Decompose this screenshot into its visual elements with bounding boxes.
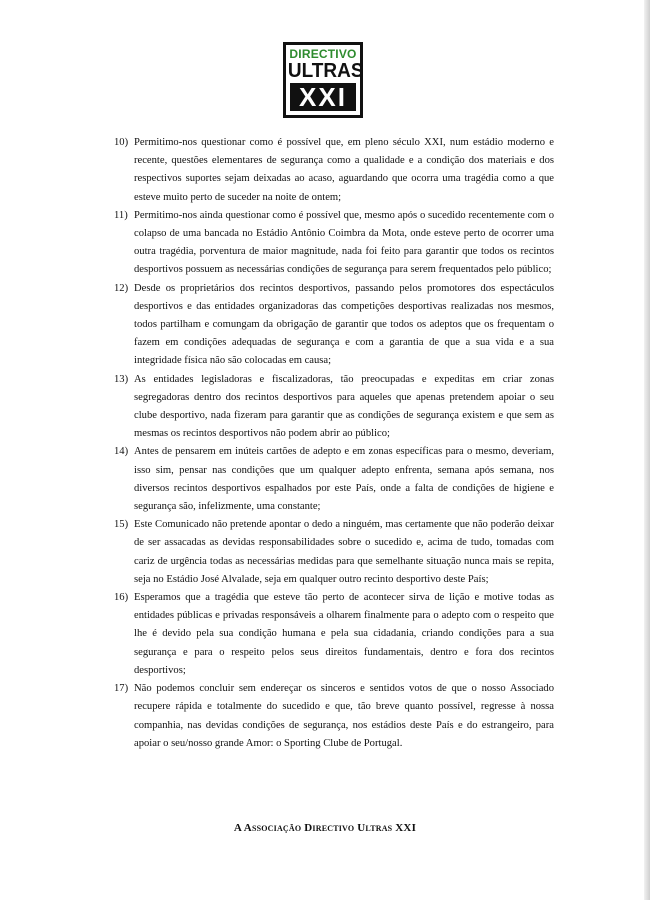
item-text: Permitimo-nos questionar como é possível que, em pleno século XXI, num estádio moderno e recente, questões elementares de segurança como a qualidade e a condição dos materiais e dos respectivos suportes sejam deixadas ao acaso, aguardando que ocorra uma tragédia como a que esteve muito perto de suceder na noite de ontem; (134, 137, 554, 203)
logo-line-1: DIRECTIVO (289, 47, 357, 61)
item-text: Desde os proprietários dos recintos desportivos, passando pelos promotores dos espectáculos desportivos e das entidades organizadoras das competições desportivas realizadas nos mesmos, todos partilham e comungam da obrigação de garantir que todos os adeptos que os frequentam o fazem em condições adequadas de segurança e com a garantia de que a sua vida e a sua integridade física não são colocadas em causa; (134, 282, 554, 367)
item-number: 10) (114, 137, 129, 148)
directivo-ultras-logo (283, 42, 363, 118)
statement-item-15 (114, 516, 554, 589)
item-text: Não podemos concluir sem endereçar os sinceros e sentidos votos de que o nosso Associado recupere rápida e totalmente do sucedido e que, tão breve quanto possível, regresse à nossa companhia, nas devidas condições de segurança, nos estádios deste País e do estrangeiro, para apoiar o seu/nosso grande Amor: o Sporting Clube de Portugal. (134, 683, 554, 749)
logo-line-3: XXI (290, 83, 356, 111)
signature: A Associação Directivo Ultras XXI (233, 822, 417, 834)
item-number: 11) (114, 209, 128, 221)
logo-line-2: ULTRAS (287, 60, 364, 82)
statement-item-10 (114, 134, 554, 207)
item-text: Antes de pensarem em inúteis cartões de adepto e em zonas específicas para o mesmo, deveriam, isso sim, pensar nas condições que um qualquer adepto enfrenta, semana após semana, nos diversos recintos desportivos espalhados por este País, onde a falta de condições de higiene e segurança são, infelizmente, uma constante; (134, 446, 554, 513)
item-number: 12) (114, 282, 129, 294)
statement-item-14 (114, 443, 554, 516)
item-text: Este Comunicado não pretende apontar o dedo a ninguém, mas certamente que não poderão deixar de ser assacadas as devidas responsabilidades sobre o sucedido e, acima de tudo, tomadas com cariz de urgência todas as necessárias medidas para que semelhante situação nunca mais se repita, seja no Estádio José Alvalade, seja em qualquer outro recinto desportivo deste País; (134, 519, 554, 585)
item-text: Permitimo-nos ainda questionar como é possível que, mesmo após o sucedido recentemente com o colapso de uma bancada no Estádio Antônio Coimbra da Mota, onde esteve perto de ocorrer uma outra tragédia, porventura de maior magnitude, nada foi feito para garantir que todos os recintos desportivos possuem as necessárias condições de segurança para serem frequentados pelo público; (134, 209, 554, 276)
statement-item-12 (114, 280, 554, 371)
item-number: 13) (114, 373, 129, 385)
item-number: 16) (114, 592, 129, 604)
statement-item-16 (114, 589, 554, 680)
statement-item-13 (114, 371, 554, 444)
page-edge-shadow (644, 0, 650, 900)
statement-body (114, 134, 554, 753)
item-number: 14) (114, 446, 129, 458)
item-number: 17) (114, 683, 129, 695)
item-text: As entidades legisladoras e fiscalizadoras, tão preocupadas e expeditas em criar zonas segregadoras dentro dos recintos desportivos para aqueles que apenas pretendem apoiar o seu clube desportivo, nada fizeram para garantir que as condições de segurança existem e que sem as mesmas os recintos desportivos não podem abrir ao público; (134, 373, 554, 440)
item-text: Esperamos que a tragédia que esteve tão perto de acontecer sirva de lição e motive todas as entidades públicas e privadas responsáveis a olharem finalmente para o adepto com o respeito que lhe é devido pela sua condição humana e pela sua cidadania, criando condições para a sua segurança e para o respeito pelos seus direitos fundamentais, dentro e fora dos recintos desportivos; (134, 592, 554, 676)
statement-item-11 (114, 207, 554, 280)
item-number: 15) (114, 519, 129, 531)
statement-item-17 (114, 680, 554, 753)
